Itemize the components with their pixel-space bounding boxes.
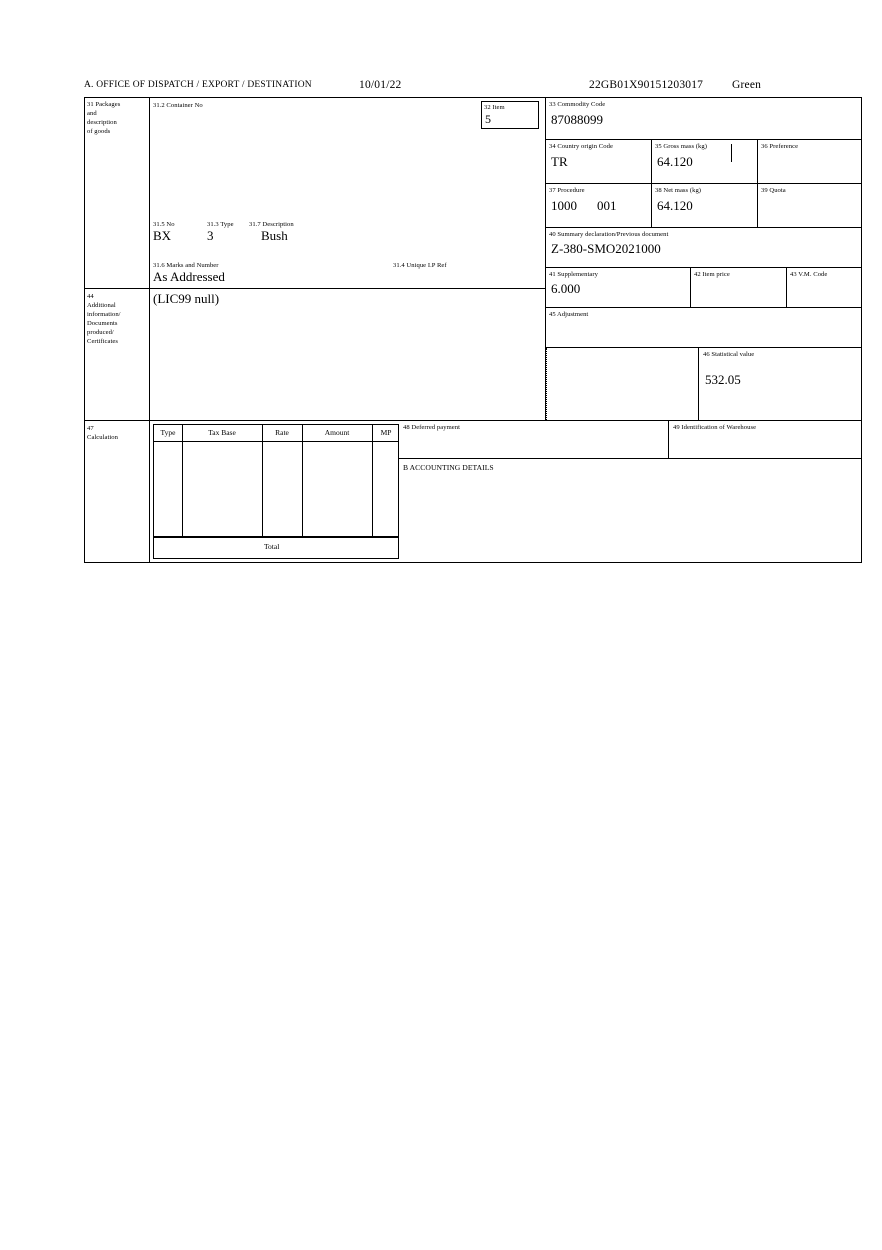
routing-lane: Green [732, 79, 762, 91]
box-47-label: 47 Calculation [87, 425, 118, 441]
office-of-dispatch-label: A. OFFICE OF DISPATCH / EXPORT / DESTINATION [84, 80, 312, 90]
box-39-quota: 39 Quota [758, 184, 862, 228]
box-32-item: 32 Item 5 [481, 101, 539, 129]
box-36-preference: 36 Preference [758, 140, 862, 184]
marks-and-number-value: As Addressed [153, 269, 225, 284]
commodity-code-value: 87088099 [551, 112, 603, 127]
box-31-4-unique-ip-ref: 31.4 Unique I.P Ref [393, 262, 447, 269]
box-31-6-marks-and-number: 31.6 Marks and Number As Addressed [153, 261, 383, 291]
table-header-sep [154, 441, 398, 442]
table-header-type: Type [160, 428, 176, 437]
box-46-statistical-value: 46 Statistical value 532.05 [698, 348, 862, 420]
package-no-value: BX [153, 228, 172, 243]
total-label: Total [264, 542, 280, 551]
package-type-value: 3 [207, 228, 214, 243]
movement-reference-number: 22GB01X90151203017 [589, 79, 704, 91]
box-33-commodity-code: 33 Commodity Code 87088099 [546, 98, 862, 140]
box-34-country-origin-code: 34 Country origin Code TR [546, 140, 652, 184]
box-31-3-package-type: 31.3 Type 3 [207, 220, 267, 252]
box-44-additional-information [153, 292, 533, 412]
statistical-value-amount: 532.05 [705, 372, 741, 387]
box-48-deferred-payment: 48 Deferred payment [399, 420, 669, 459]
box-31-7-description: 31.7 Description Bush [249, 220, 449, 252]
box-31-5-package-no: 31.5 No BX [153, 220, 213, 252]
supplementary-units-value: 6.000 [551, 281, 581, 296]
box-41-supplementary: 41 Supplementary 6.000 [546, 268, 691, 308]
box-47-total-row [153, 537, 399, 559]
country-origin-code-value: TR [551, 154, 568, 169]
box-31-2-container-no: 31.2 Container No [153, 102, 203, 109]
document-header [84, 79, 862, 95]
box-38-net-mass: 38 Net mass (kg) 64.120 [652, 184, 758, 228]
declaration-date: 10/01/22 [359, 79, 402, 91]
dotted-divider-box46 [546, 348, 547, 420]
item-number-value: 5 [485, 112, 491, 126]
box-44-label: 44 Additional information/ Documents produced/ Certificates [87, 293, 121, 345]
box-37-procedure: 37 Procedure 1000 001 [546, 184, 652, 228]
box-49-identification-of-warehouse: 49 Identification of Warehouse [669, 420, 862, 459]
box-35-gross-mass: 35 Gross mass (kg) 64.120 [652, 140, 758, 184]
box-b-accounting-details: B ACCOUNTING DETAILS [403, 463, 494, 472]
net-mass-value: 64.120 [657, 198, 693, 213]
previous-document-value: Z-380-SMO2021000 [551, 241, 661, 256]
gross-mass-separator [731, 144, 732, 162]
gross-mass-value: 64.120 [657, 154, 693, 169]
procedure-additional-value: 001 [597, 198, 617, 213]
table-header-amount: Amount [324, 428, 350, 437]
goods-description-value: Bush [261, 228, 288, 243]
table-header-rate: Rate [275, 428, 289, 437]
table-header-mp: MP [380, 428, 392, 437]
box-31-label: 31 Packages and description of goods [87, 101, 121, 135]
box-43-vm-code: 43 V.M. Code [787, 268, 862, 308]
procedure-code-value: 1000 [551, 198, 577, 213]
table-header-tax-base: Tax Base [208, 428, 236, 437]
box-47-calculation-table [153, 424, 399, 537]
declaration-frame [84, 97, 862, 563]
vertical-divider-label-column [149, 98, 150, 563]
horizontal-divider-box44-top [85, 288, 546, 289]
box-42-item-price: 42 Item price [691, 268, 787, 308]
additional-information-value: (LIC99 null) [153, 292, 220, 306]
box-45-adjustment: 45 Adjustment [546, 308, 862, 348]
box-40-summary-declaration: 40 Summary declaration/Previous document Z-380-SMO2021000 [546, 228, 862, 268]
